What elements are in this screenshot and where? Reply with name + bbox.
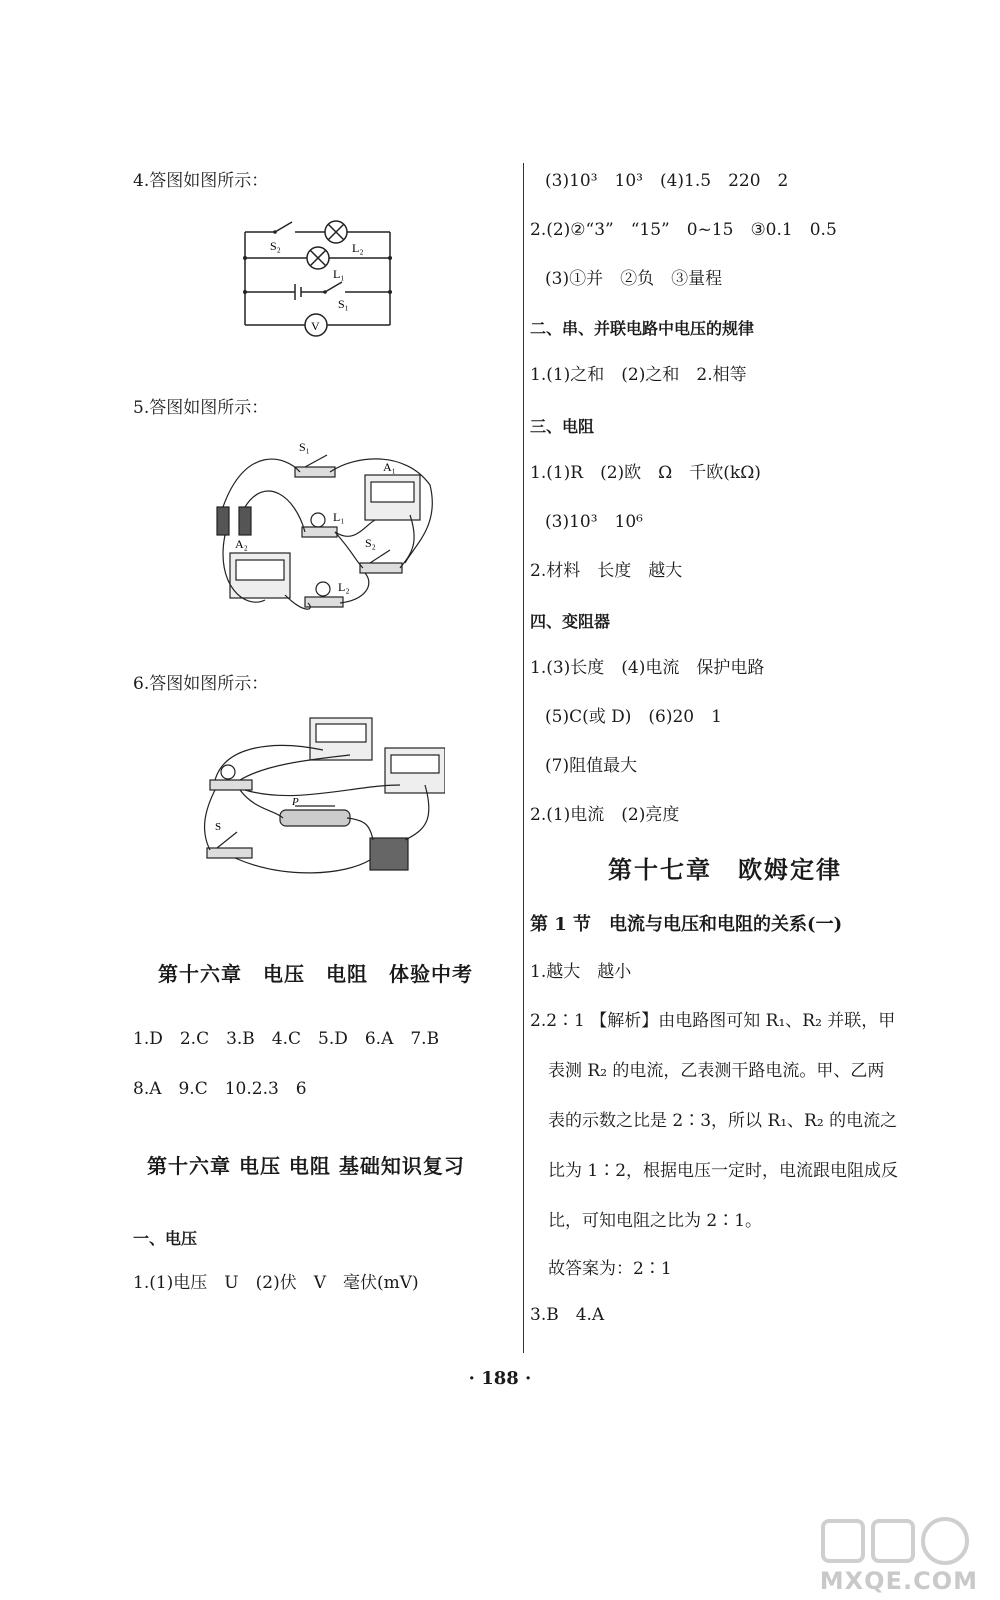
- wiring-diagram-6: [195, 710, 445, 880]
- resistance-answer-line1: 1.(1)R (2)欧 Ω 千欧(kΩ): [530, 463, 761, 483]
- a2-label: A₂: [235, 537, 248, 551]
- voltmeter-label: V: [311, 319, 320, 333]
- rheostat-answer-line2: (5)C(或 D) (6)20 1: [545, 707, 722, 727]
- l2-label: L₂: [338, 580, 350, 594]
- s2-label: S₂: [270, 239, 281, 253]
- rheostat-answer-line4: 2.(1)电流 (2)亮度: [530, 805, 680, 825]
- l2-label: L₂: [352, 241, 364, 255]
- q4-label: 4.答图如图所示：: [133, 171, 269, 191]
- circuit-diagram-4: [230, 210, 410, 360]
- exam-answers-line1: 1.D 2.C 3.B 4.C 5.D 6.A 7.B: [133, 1029, 440, 1049]
- answer-3-4: 3.B 4.A: [530, 1305, 605, 1325]
- page-number: · 188 ·: [468, 1368, 532, 1389]
- resistance-answer-line3: 2.材料 长度 越大: [530, 561, 683, 581]
- s2-label: S₂: [365, 536, 376, 550]
- p-label: P: [292, 796, 299, 808]
- answer-2-line3: 表的示数之比是 2∶3，所以 R₁、R₂ 的电流之: [548, 1111, 898, 1131]
- series-parallel-answer: 1.(1)之和 (2)之和 2.相等: [530, 365, 747, 385]
- column-divider: [523, 163, 524, 1353]
- s-label: S: [215, 821, 222, 833]
- resistance-answer-line2: (3)10³ 10⁶: [545, 512, 643, 532]
- voltage-answer-line4: (3)①并 ②负 ③量程: [545, 269, 723, 289]
- section-series-parallel: 二、串、并联电路中电压的规律: [530, 319, 755, 338]
- answer-2-conclusion: 故答案为：2∶1: [548, 1259, 672, 1279]
- answer-1: 1.越大 越小: [530, 962, 632, 982]
- answer-2-line5: 比，可知电阻之比为 2∶1。: [548, 1211, 763, 1231]
- answer-2-line4: 比为 1∶2，根据电压一定时，电流跟电阻成反: [548, 1161, 899, 1181]
- a1-label: A₁: [383, 460, 396, 474]
- review-title: 第十六章 电压 电阻 基础知识复习: [147, 1154, 465, 1178]
- voltage-answer-line3: 2.(2)②“3” “15” 0~15 ③0.1 0.5: [530, 220, 837, 240]
- section-resistance: 三、电阻: [530, 417, 595, 436]
- l1-label: L₁: [333, 510, 345, 524]
- l1-label: L₁: [333, 267, 345, 281]
- section-voltage: 一、电压: [133, 1229, 198, 1248]
- rheostat-answer-line1: 1.(3)长度 (4)电流 保护电路: [530, 658, 765, 678]
- answer-2-line1: 2.2∶1 【解析】由电路图可知 R₁、R₂ 并联，甲: [530, 1011, 896, 1031]
- answer-2-line2: 表测 R₂ 的电流，乙表测干路电流。甲、乙两: [548, 1061, 885, 1081]
- voltage-answer-line2: (3)10³ 10³ (4)1.5 220 2: [545, 171, 789, 191]
- exam-title: 第十六章 电压 电阻 体验中考: [158, 962, 473, 986]
- s1-label: S₁: [338, 297, 349, 311]
- q6-label: 6.答图如图所示：: [133, 674, 269, 694]
- wiring-diagram-5: [205, 435, 445, 615]
- s1-label: S₁: [299, 440, 310, 454]
- exam-answers-line2: 8.A 9.C 10.2.3 6: [133, 1079, 307, 1099]
- voltage-answer-line1: 1.(1)电压 U (2)伏 V 毫伏(mV): [133, 1273, 419, 1293]
- section-title: 第 1 节 电流与电压和电阻的关系(一): [530, 914, 843, 935]
- section-rheostat: 四、变阻器: [530, 612, 611, 631]
- q5-label: 5.答图如图所示：: [133, 398, 269, 418]
- rheostat-answer-line3: (7)阻值最大: [545, 756, 638, 776]
- chapter-title: 第十七章 欧姆定律: [608, 855, 842, 884]
- watermark-text: MXQE.COM: [819, 1567, 978, 1595]
